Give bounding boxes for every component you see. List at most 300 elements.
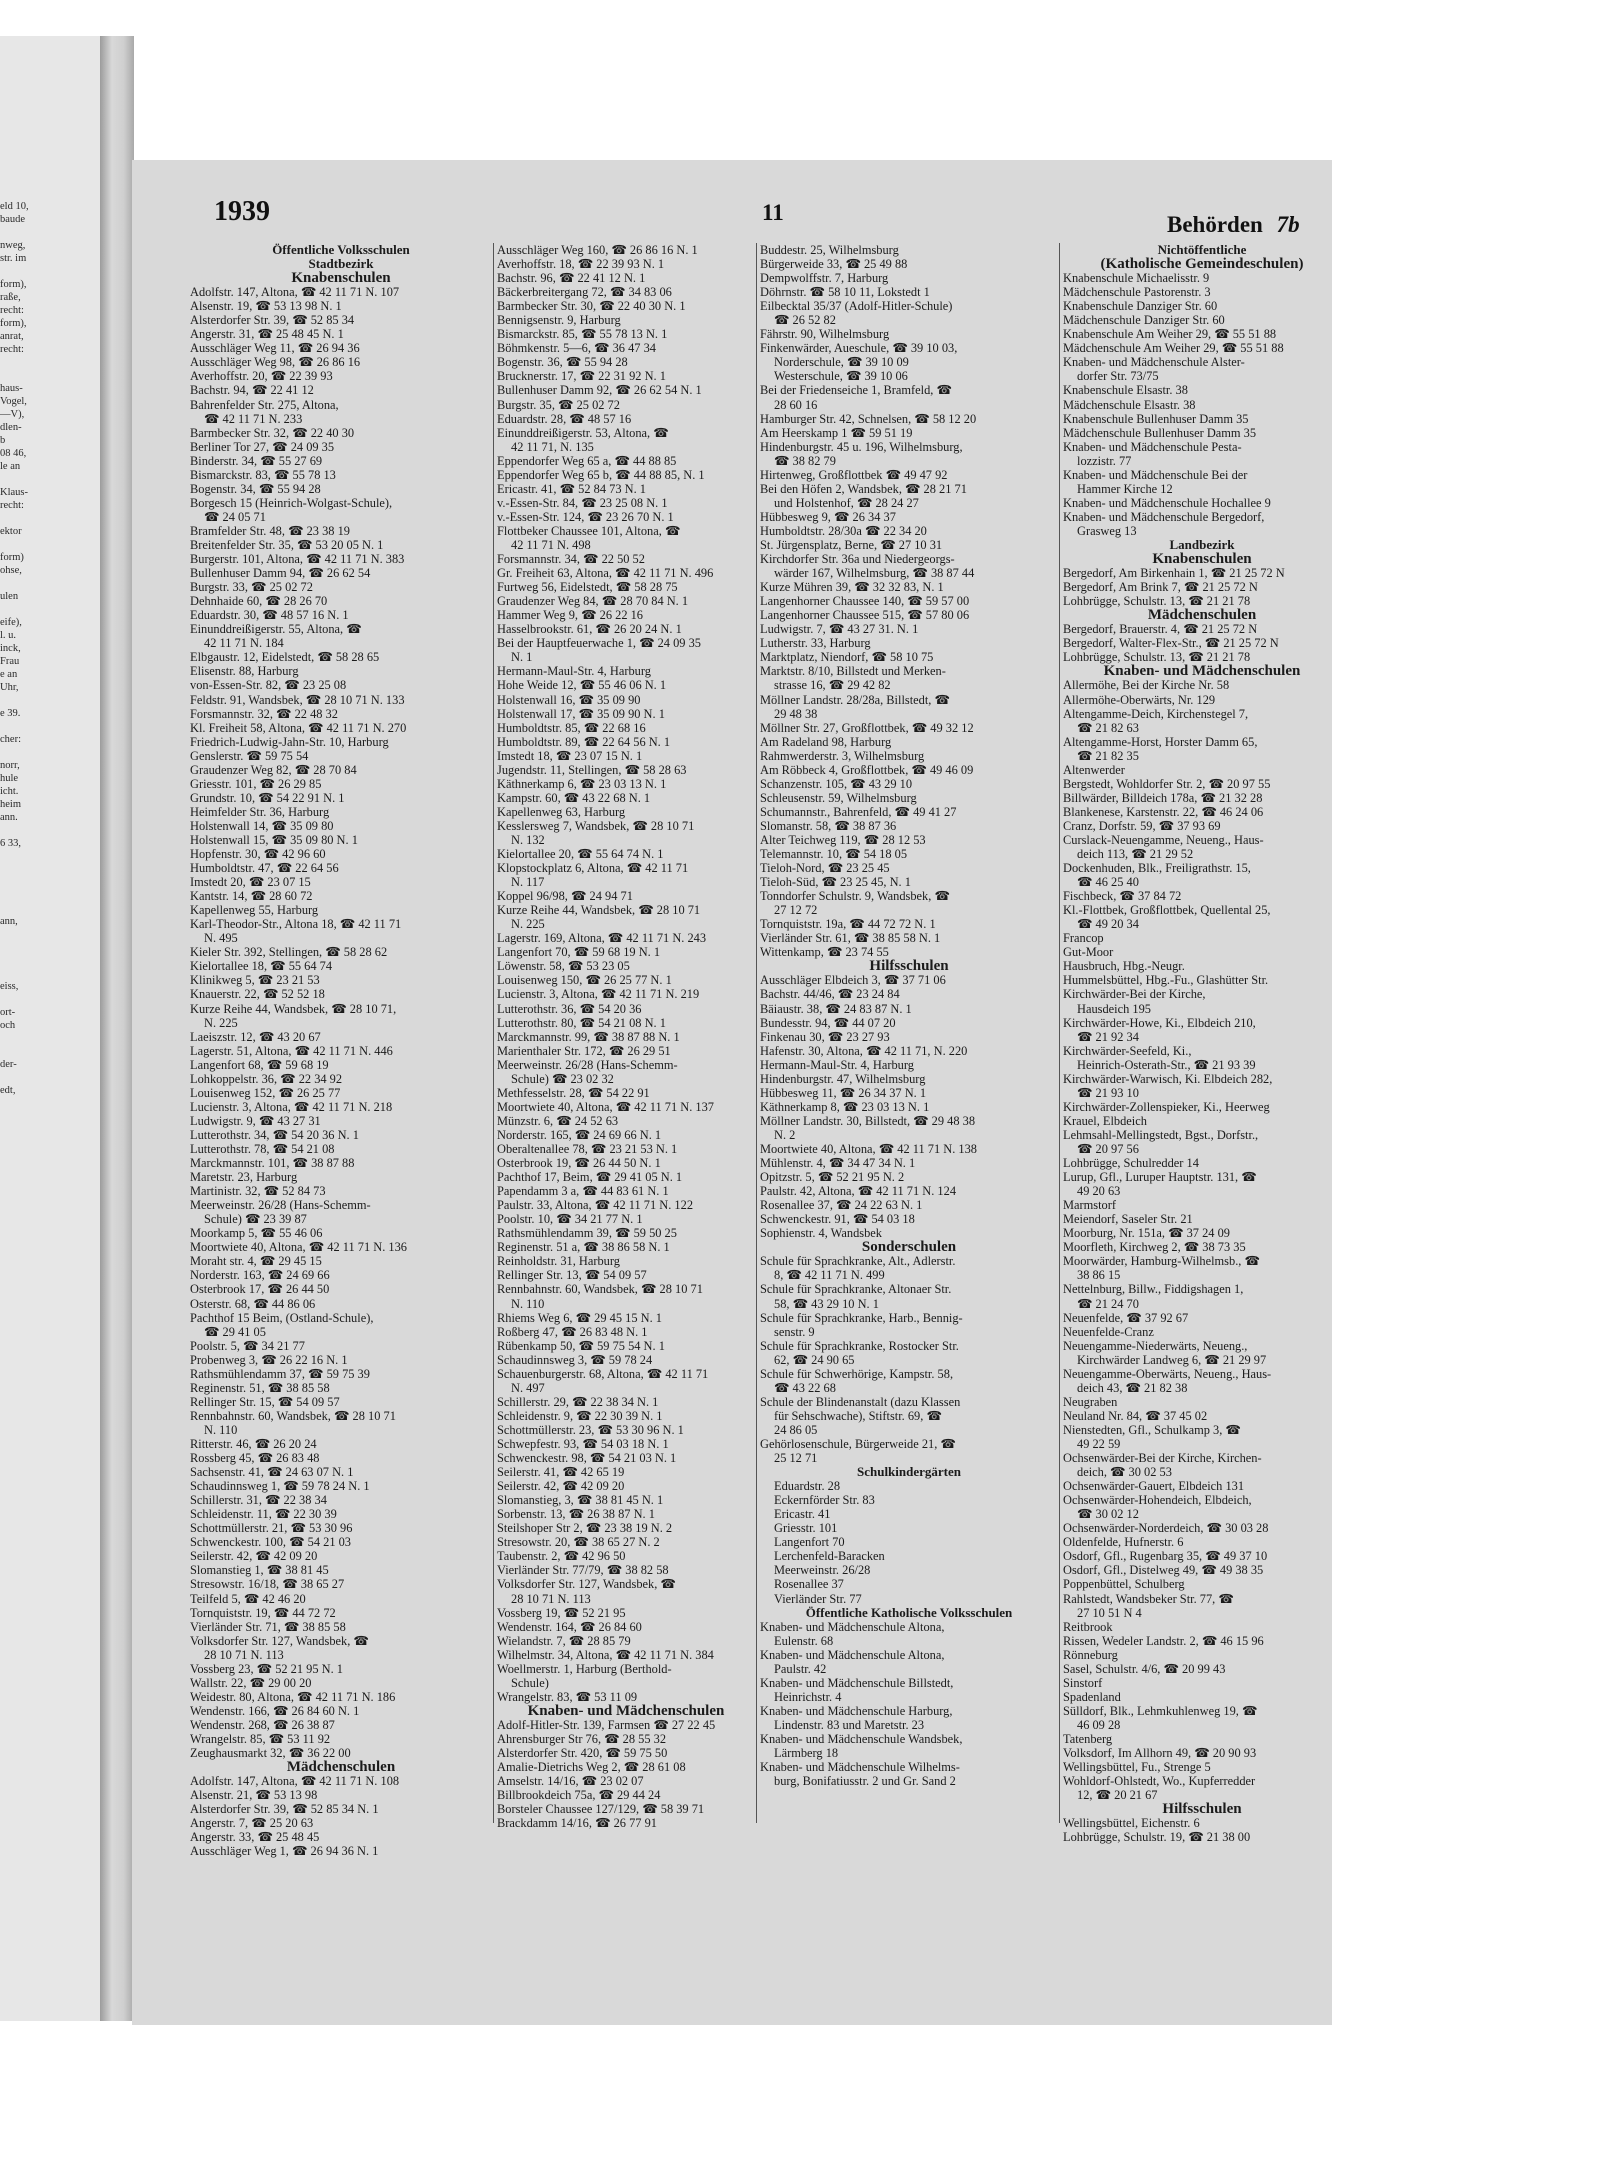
directory-entry: Mädchenschule Danziger Str. 60: [1063, 313, 1225, 328]
directory-entry: Möllner Landstr. 28/28a, Billstedt, ☎: [760, 692, 950, 707]
directory-entry: Hirtenweg, Großflottbek ☎ 49 47 92: [760, 467, 948, 482]
directory-entry: Hermann-Maul-Str. 4, Harburg: [497, 664, 651, 679]
edge-fragment: eld 10,: [0, 201, 29, 212]
directory-entry: Rahlstedt, Wandsbeker Str. 77, ☎: [1063, 1591, 1234, 1606]
edge-fragment: 08 46,: [0, 448, 27, 459]
directory-entry: Telemannstr. 10, ☎ 54 18 05: [760, 847, 908, 862]
directory-entry: Kampstr. 60, ☎ 43 22 68 N. 1: [497, 790, 651, 805]
directory-entry: Friedrich-Ludwig-Jahn-Str. 10, Harburg: [190, 734, 389, 749]
directory-entry: Stresowstr. 16/18, ☎ 38 65 27: [190, 1577, 345, 1592]
edge-fragment: ektor: [0, 526, 22, 537]
directory-entry: Vierländer Str. 77/79, ☎ 38 82 58: [497, 1563, 669, 1578]
directory-entry: Rosenallee 37: [774, 1577, 844, 1592]
directory-entry: Schauenburgerstr. 68, Altona, ☎ 42 11 71: [497, 1366, 709, 1381]
directory-entry: Schule für Sprachkranke, Altonaer Str.: [760, 1282, 952, 1297]
directory-entry: Norderstr. 163, ☎ 24 69 66: [190, 1268, 330, 1283]
directory-entry: Adolfstr. 147, Altona, ☎ 42 11 71 N. 107: [190, 285, 400, 300]
directory-entry: Steilshoper Str 2, ☎ 23 38 19 N. 2: [497, 1521, 673, 1536]
edge-fragment: form),: [0, 279, 27, 290]
directory-entry: Furtweg 56, Eidelstedt, ☎ 58 28 75: [497, 580, 678, 595]
directory-entry: lozzistr. 77: [1077, 453, 1132, 468]
directory-entry: Angerstr. 7, ☎ 25 20 63: [190, 1816, 314, 1831]
directory-entry: Hafenstr. 30, Altona, ☎ 42 11 71, N. 220: [760, 1043, 968, 1058]
directory-entry: wärder 167, Wilhelmsburg, ☎ 38 87 44: [774, 566, 975, 581]
section-heading: Schulkindergärten: [856, 1465, 961, 1480]
directory-entry: N. 110: [204, 1422, 238, 1437]
directory-entry: Altenwerder: [1063, 762, 1125, 777]
directory-entry: Neuland Nr. 84, ☎ 37 45 02: [1063, 1408, 1208, 1423]
edge-fragment: str. im: [0, 253, 27, 264]
directory-entry: Reinholdstr. 31, Harburg: [497, 1254, 620, 1269]
section-heading: Mädchenschulen: [286, 1760, 396, 1775]
directory-entry: Eduardstr. 28: [774, 1479, 841, 1494]
directory-entry: 28 60 16: [774, 397, 818, 412]
directory-entry: Hammer Kirche 12: [1077, 481, 1173, 496]
directory-entry: Sülldorf, Blk., Lehmkuhlenweg 19, ☎: [1063, 1703, 1258, 1718]
directory-entry: 42 11 71 N. 498: [511, 537, 591, 552]
directory-entry: Maretstr. 23, Harburg: [190, 1170, 298, 1185]
directory-entry: Slomanstieg, 3, ☎ 38 81 45 N. 1: [497, 1493, 664, 1508]
directory-entry: Kl. Freiheit 58, Altona, ☎ 42 11 71 N. 270: [190, 720, 407, 735]
directory-entry: Bachstr. 96, ☎ 22 41 12 N. 1: [497, 271, 646, 286]
directory-entry: ☎ 21 82 63: [1077, 720, 1139, 735]
directory-entry: Vierländer Str. 71, ☎ 38 85 58: [190, 1619, 346, 1634]
directory-entry: Kirchwärder-Howe, Ki., Elbdeich 210,: [1063, 1015, 1256, 1030]
directory-entry: N. 225: [204, 1015, 238, 1030]
directory-entry: N. 2: [774, 1127, 796, 1142]
directory-entry: Imstedt 18, ☎ 23 07 15 N. 1: [497, 748, 643, 763]
edge-fragment: [0, 512, 29, 525]
directory-entry: Humboldtstr. 85, ☎ 22 68 16: [497, 720, 646, 735]
directory-entry: Alsenstr. 21, ☎ 53 13 98: [190, 1788, 318, 1803]
directory-entry: Fährstr. 90, Wilhelmsburg: [760, 327, 890, 342]
directory-entry: Eppendorfer Weg 65 a, ☎ 44 88 85: [497, 453, 677, 468]
directory-entry: Bahrenfelder Str. 275, Altona,: [190, 397, 339, 412]
directory-entry: Rossberg 45, ☎ 26 83 48: [190, 1451, 320, 1466]
directory-entry: Meerweinstr. 26/28 (Hans-Schemm-: [497, 1057, 678, 1072]
directory-entry: Lutterothstr. 78, ☎ 54 21 08: [190, 1142, 335, 1156]
directory-entry: Graudenzer Weg 82, ☎ 28 70 84: [190, 762, 357, 777]
directory-entry: Paulstr. 42, Altona, ☎ 42 11 71 N. 124: [760, 1184, 957, 1199]
directory-entry: Grasweg 13: [1077, 523, 1137, 538]
directory-entry: Rellinger Str. 13, ☎ 54 09 57: [497, 1268, 647, 1283]
directory-entry: Lagerstr. 169, Altona, ☎ 42 11 71 N. 243: [497, 931, 707, 946]
directory-entry: N. 1: [511, 650, 533, 665]
directory-entry: 27 10 51 N 4: [1077, 1605, 1142, 1620]
directory-entry: ☎ 46 25 40: [1077, 875, 1139, 890]
directory-entry: Norderstr. 165, ☎ 24 69 66 N. 1: [497, 1127, 662, 1142]
directory-entry: Bürgerweide 33, ☎ 25 49 88: [760, 257, 908, 272]
edge-fragment: hule: [0, 773, 19, 784]
edge-fragment: [0, 863, 29, 876]
edge-fragment: baude: [0, 214, 26, 225]
directory-entry: Opitzstr. 5, ☎ 52 21 95 N. 2: [760, 1170, 905, 1185]
directory-entry: Lohbrügge, Schulstr. 13, ☎ 21 21 78: [1063, 594, 1251, 609]
directory-entry: Osterbrook 17, ☎ 26 44 50: [190, 1282, 330, 1297]
directory-entry: Meiendorf, Saseler Str. 21: [1063, 1212, 1193, 1227]
directory-entry: Kirchwärder-Zollenspieker, Ki., Heerweg: [1063, 1099, 1270, 1114]
directory-entry: Knaben- und Mädchenschule Altona,: [760, 1647, 945, 1662]
edge-fragment: nweg,: [0, 240, 26, 251]
directory-entry: Schule) ☎ 23 02 32: [511, 1071, 614, 1086]
directory-entry: Knabenschule Elsastr. 38: [1063, 383, 1188, 398]
directory-entry: Marienthaler Str. 172, ☎ 26 29 51: [497, 1043, 671, 1058]
directory-entry: 12, ☎ 20 21 67: [1077, 1788, 1158, 1803]
edge-fragment: [0, 1071, 29, 1084]
directory-entry: Münzstr. 6, ☎ 24 52 63: [497, 1113, 619, 1128]
directory-entry: Holstenwall 14, ☎ 35 09 80: [190, 818, 334, 833]
directory-entry: Moortwiete 40, Altona, ☎ 42 11 71 N. 138: [760, 1142, 977, 1156]
directory-entry: Feldstr. 91, Wandsbek, ☎ 28 10 71 N. 133: [190, 692, 405, 707]
directory-entry: Wellingsbüttel, Eichenstr. 6: [1063, 1816, 1200, 1831]
directory-entry: Wendenstr. 268, ☎ 26 38 87: [190, 1717, 335, 1732]
directory-entry: Heinrichstr. 4: [774, 1689, 842, 1704]
directory-entry: Schule für Sprachkranke, Alt., Adlerstr.: [760, 1254, 956, 1269]
section-heading: Landbezirk: [1169, 537, 1235, 552]
directory-entry: Eppendorfer Weg 65 b, ☎ 44 88 85, N. 1: [497, 467, 705, 482]
edge-fragment: [0, 538, 29, 551]
directory-entry: Klinikweg 5, ☎ 23 21 53: [190, 973, 320, 988]
edge-fragment: [0, 889, 29, 902]
directory-entry: Ericastr. 41: [774, 1507, 831, 1522]
directory-entry: Barmbecker Str. 30, ☎ 22 40 30 N. 1: [497, 299, 686, 314]
edge-fragment: 6 33,: [0, 838, 21, 849]
directory-entry: Altengamme-Horst, Horster Damm 65,: [1063, 734, 1258, 749]
directory-entry: Neuenfelde-Cranz: [1063, 1324, 1154, 1339]
directory-entry: Seilerstr. 42, ☎ 42 09 20: [190, 1549, 318, 1564]
directory-entry: N. 110: [511, 1296, 545, 1311]
directory-entry: 28 10 71 N. 113: [511, 1591, 591, 1606]
edge-fragment: icht.: [0, 786, 19, 797]
edge-fragment: haus-: [0, 383, 23, 394]
directory-entry: Eckernförder Str. 83: [774, 1493, 875, 1508]
directory-entry: Knaben- und Mädchenschule Wandsbek,: [760, 1731, 963, 1746]
directory-entry: Lärmberg 18: [774, 1746, 839, 1761]
directory-entry: Lohbrügge, Schulstr. 19, ☎ 21 38 00: [1063, 1830, 1251, 1845]
directory-entry: ☎ 49 20 34: [1077, 917, 1139, 932]
directory-entry: Rosenallee 37, ☎ 24 22 63 N. 1: [760, 1198, 923, 1213]
directory-entry: Schillerstr. 29, ☎ 22 38 34 N. 1: [497, 1394, 659, 1409]
directory-entry: Knabenschule Michaelisstr. 9: [1063, 271, 1210, 286]
directory-entry: Bergedorf, Brauerstr. 4, ☎ 21 25 72 N: [1063, 622, 1258, 637]
column-4: [1063, 243, 1341, 1844]
directory-entry: Am Radeland 98, Harburg: [760, 734, 892, 749]
edge-fragment: inck,: [0, 643, 21, 654]
directory-entry: v.-Essen-Str. 84, ☎ 23 25 08 N. 1: [497, 495, 668, 510]
edge-fragment: [0, 226, 29, 239]
directory-entry: Genslerstr. ☎ 59 75 54: [190, 748, 309, 763]
directory-entry: Dempwolffstr. 7, Harburg: [760, 271, 889, 286]
edge-fragment: b: [0, 435, 6, 446]
directory-entry: Eulenstr. 68: [774, 1633, 834, 1648]
directory-entry: Angerstr. 33, ☎ 25 48 45: [190, 1830, 320, 1845]
directory-entry: Löwenstr. 58, ☎ 53 23 05: [497, 959, 630, 974]
directory-entry: Vossberg 23, ☎ 52 21 95 N. 1: [190, 1661, 343, 1676]
directory-entry: Marckmannstr. 99, ☎ 38 87 88 N. 1: [497, 1029, 680, 1044]
section-heading: (Katholische Gemeindeschulen): [1100, 257, 1304, 272]
directory-entry: Kapellenweg 55, Harburg: [190, 903, 319, 918]
directory-entry: Zeughausmarkt 32, ☎ 36 22 00: [190, 1746, 351, 1761]
directory-entry: 8, ☎ 42 11 71 N. 499: [774, 1268, 885, 1283]
directory-entry: Bismarckstr. 85, ☎ 55 78 13 N. 1: [497, 327, 668, 342]
directory-entry: Heimfelder Str. 36, Harburg: [190, 804, 330, 819]
directory-entry: Louisenweg 152, ☎ 26 25 77: [190, 1085, 341, 1100]
directory-entry: Borgesch 15 (Heinrich-Wolgast-Schule),: [190, 495, 393, 510]
directory-entry: Burgerstr. 101, Altona, ☎ 42 11 71 N. 383: [190, 552, 405, 567]
directory-entry: N. 225: [511, 917, 545, 932]
directory-entry: Reginenstr. 51, ☎ 38 85 58: [190, 1380, 330, 1395]
section-heading: Knabenschulen: [1152, 552, 1252, 567]
directory-entry: Bramfelder Str. 48, ☎ 23 38 19: [190, 523, 350, 538]
edge-fragment: der-: [0, 1059, 17, 1070]
directory-entry: Alsenstr. 19, ☎ 53 13 98 N. 1: [190, 299, 342, 314]
directory-entry: ☎ 38 82 79: [774, 453, 836, 468]
directory-entry: Knaben- und Mädchenschule Altona,: [760, 1619, 945, 1634]
edge-fragment: anrat,: [0, 331, 24, 342]
directory-entry: 29 48 38: [774, 706, 818, 721]
directory-entry: Bullenhuser Damm 94, ☎ 26 62 54: [190, 566, 371, 581]
directory-entry: Averhoffstr. 18, ☎ 22 39 93 N. 1: [497, 257, 665, 272]
edge-fragment: [0, 993, 29, 1006]
directory-entry: Marktstr. 8/10, Billstedt und Merken-: [760, 664, 946, 679]
directory-entry: Hausbruch, Hbg.-Neugr.: [1063, 959, 1185, 974]
directory-entry: Lindenstr. 83 und Maretstr. 23: [774, 1717, 925, 1732]
directory-entry: Ausschläger Elbdeich 3, ☎ 37 71 06: [760, 973, 946, 988]
edge-fragment: [0, 746, 29, 759]
directory-entry: Bergstedt, Wohldorfer Str. 2, ☎ 20 97 55: [1063, 776, 1271, 791]
directory-entry: Lehmsahl-Mellingstedt, Bgst., Dorfstr.,: [1063, 1127, 1259, 1142]
directory-entry: 24 86 05: [774, 1422, 818, 1437]
directory-entry: Burgstr. 35, ☎ 25 02 72: [497, 397, 620, 412]
directory-entry: Langenfort 70: [774, 1535, 845, 1550]
directory-entry: Rathsmühlendamm 37, ☎ 59 75 39: [190, 1366, 370, 1381]
edge-fragment: recht:: [0, 305, 24, 316]
directory-entry: Hausdeich 195: [1077, 1001, 1151, 1016]
directory-entry: Flottbeker Chaussee 101, Altona, ☎: [497, 523, 681, 538]
directory-entry: Hammer Weg 9, ☎ 26 22 16: [497, 608, 644, 623]
directory-entry: Ausschläger Weg 160, ☎ 26 86 16 N. 1: [497, 243, 698, 257]
directory-entry: Buddestr. 25, Wilhelmsburg: [760, 243, 899, 257]
directory-entry: Sinstorf: [1063, 1675, 1103, 1690]
directory-entry: Osdorf, Gfl., Distelweg 49, ☎ 49 38 35: [1063, 1563, 1264, 1578]
directory-entry: N. 497: [511, 1380, 545, 1395]
directory-entry: Eduardstr. 30, ☎ 48 57 16 N. 1: [190, 608, 349, 623]
directory-entry: Griesstr. 101: [774, 1521, 838, 1536]
directory-entry: Bachstr. 44/46, ☎ 23 24 84: [760, 987, 900, 1002]
directory-entry: Osdorf, Gfl., Rugenbarg 35, ☎ 49 37 10: [1063, 1549, 1268, 1564]
directory-entry: Barmbecker Str. 32, ☎ 22 40 30: [190, 425, 355, 440]
directory-entry: Volksdorfer Str. 127, Wandsbek, ☎: [190, 1633, 369, 1648]
directory-entry: Tieloh-Süd, ☎ 23 25 45, N. 1: [760, 875, 911, 890]
directory-entry: Rübenkamp 50, ☎ 59 75 54 N. 1: [497, 1338, 665, 1353]
directory-entry: Elbgaustr. 12, Eidelstedt, ☎ 58 28 65: [190, 650, 380, 665]
directory-entry: Ochsenwärder-Hohendeich, Elbdeich,: [1063, 1493, 1252, 1508]
directory-entry: Hopfenstr. 30, ☎ 42 96 60: [190, 847, 326, 862]
directory-entry: Ochsenwärder-Bei der Kirche, Kirchen-: [1063, 1451, 1262, 1466]
directory-entry: Alsterdorfer Str. 420, ☎ 59 75 50: [497, 1746, 668, 1761]
directory-entry: Rahmwerderstr. 3, Wilhelmsburg: [760, 748, 925, 763]
directory-entry: Schaudinnsweg 1, ☎ 59 78 24 N. 1: [190, 1479, 370, 1494]
directory-entry: Langenfort 68, ☎ 59 68 19: [190, 1057, 329, 1072]
directory-entry: Bogenstr. 36, ☎ 55 94 28: [497, 355, 628, 370]
directory-entry: Norderschule, ☎ 39 10 09: [774, 355, 909, 370]
directory-entry: Lohkoppelstr. 36, ☎ 22 34 92: [190, 1071, 343, 1086]
edge-fragment: ort-: [0, 1007, 16, 1018]
directory-entry: ☎ 21 82 35: [1077, 748, 1139, 763]
directory-entry: Schottmüllerstr. 23, ☎ 53 30 96 N. 1: [497, 1422, 684, 1437]
directory-entry: Papendamm 3 a, ☎ 44 83 61 N. 1: [497, 1184, 669, 1199]
directory-entry: Weidestr. 80, Altona, ☎ 42 11 71 N. 186: [190, 1689, 396, 1704]
edge-fragment: [0, 603, 29, 616]
directory-entry: Grundstr. 10, ☎ 54 22 91 N. 1: [190, 790, 345, 805]
directory-entry: Billbrookdeich 75a, ☎ 29 44 24: [497, 1788, 661, 1803]
directory-entry: Einunddreißigerstr. 53, Altona, ☎: [497, 425, 669, 440]
directory-entry: deich 113, ☎ 21 29 52: [1077, 847, 1194, 862]
edge-fragment: [0, 356, 29, 369]
directory-entry: Langenhorner Chaussee 515, ☎ 57 80 06: [760, 608, 970, 623]
edge-fragment: [0, 473, 29, 486]
directory-entry: Knabenschule Danziger Str. 60: [1063, 299, 1218, 314]
directory-entry: Knaben- und Mädchenschule Bergedorf,: [1063, 509, 1265, 524]
directory-entry: Neuengamme-Niederwärts, Neueng.,: [1063, 1338, 1248, 1353]
book-gutter: [100, 36, 134, 2021]
directory-entry: Wallstr. 22, ☎ 29 00 20: [190, 1675, 312, 1690]
directory-entry: Amselstr. 14/16, ☎ 23 02 07: [497, 1774, 644, 1789]
directory-entry: Langenhorner Chaussee 140, ☎ 59 57 00: [760, 594, 970, 609]
directory-entry: Probenweg 3, ☎ 26 22 16 N. 1: [190, 1352, 348, 1367]
directory-entry: Jugendstr. 11, Stellingen, ☎ 58 28 63: [497, 762, 687, 777]
directory-entry: Poppenbüttel, Schulberg: [1063, 1577, 1185, 1592]
directory-entry: Bullenhuser Damm 92, ☎ 26 62 54 N. 1: [497, 383, 702, 398]
directory-entry: 46 09 28: [1077, 1717, 1121, 1732]
section-heading: Öffentliche Katholische Volksschulen: [805, 1605, 1013, 1620]
directory-entry: Dehnhaide 60, ☎ 28 26 70: [190, 594, 328, 609]
directory-entry: Knaben- und Mädchenschule Billstedt,: [760, 1675, 954, 1690]
edge-fragment: Uhr,: [0, 682, 19, 693]
directory-entry: Möllner Landstr. 30, Billstedt, ☎ 29 48 38: [760, 1113, 976, 1128]
directory-entry: Tornquiststr. 19, ☎ 44 72 72: [190, 1605, 336, 1620]
directory-entry: Schwenckestr. 100, ☎ 54 21 03: [190, 1535, 352, 1550]
directory-entry: Wohldorf-Ohlstedt, Wo., Kupferredder: [1063, 1774, 1256, 1789]
directory-entry: Lagerstr. 51, Altona, ☎ 42 11 71 N. 446: [190, 1043, 393, 1058]
directory-entry: Hübbesweg 11, ☎ 26 34 37 N. 1: [760, 1085, 927, 1100]
edge-fragment: [0, 694, 29, 707]
directory-entry: Tieloh-Nord, ☎ 23 25 45: [760, 861, 890, 876]
directory-entry: Käthnerkamp 6, ☎ 23 03 13 N. 1: [497, 776, 667, 791]
directory-entry: Wilhelmstr. 34, Altona, ☎ 42 11 71 N. 384: [497, 1647, 714, 1662]
edge-fragment: [0, 928, 29, 941]
directory-entry: Humboldtstr. 89, ☎ 22 64 56 N. 1: [497, 734, 671, 749]
directory-entry: Schule für Schwerhörige, Kampstr. 58,: [760, 1366, 954, 1381]
edge-fragment: [0, 850, 29, 863]
directory-entry: Schleusenstr. 59, Wilhelmsburg: [760, 790, 917, 805]
directory-entry: Bäiaustr. 38, ☎ 24 83 87 N. 1: [760, 1001, 912, 1016]
directory-entry: Averhoffstr. 20, ☎ 22 39 93: [190, 369, 333, 384]
directory-entry: Westerschule, ☎ 39 10 06: [774, 369, 908, 384]
directory-entry: Kurze Mühren 39, ☎ 32 32 83, N. 1: [760, 580, 944, 595]
directory-entry: Laeiszstr. 12, ☎ 43 20 67: [190, 1029, 321, 1044]
directory-entry: Paulstr. 33, Altona, ☎ 42 11 71 N. 122: [497, 1198, 694, 1213]
section-title: [1167, 212, 1300, 238]
edge-fragment: [0, 1045, 29, 1058]
directory-entry: Kirchdorfer Str. 36a und Niedergeorgs-: [760, 552, 955, 567]
directory-entry: Martinistr. 32, ☎ 52 84 73: [190, 1184, 326, 1199]
directory-entry: Finkenau 30, ☎ 23 27 93: [760, 1029, 890, 1044]
directory-entry: Osterbrook 19, ☎ 26 44 50 N. 1: [497, 1156, 661, 1171]
directory-entry: Gr. Freiheit 63, Altona, ☎ 42 11 71 N. 496: [497, 566, 714, 581]
directory-entry: Meerweinstr. 26/28 (Hans-Schemm-: [190, 1198, 371, 1213]
directory-entry: Elisenstr. 88, Harburg: [190, 664, 299, 679]
column-rule-1: [493, 243, 494, 1823]
directory-entry: Stresowstr. 20, ☎ 38 65 27 N. 2: [497, 1535, 660, 1550]
directory-entry: Bei der Hauptfeuerwache 1, ☎ 24 09 35: [497, 636, 701, 651]
directory-entry: Moortwiete 40, Altona, ☎ 42 11 71 N. 137: [497, 1099, 714, 1114]
directory-entry: Griesstr. 101, ☎ 26 29 85: [190, 776, 322, 791]
column-rule-3: [1059, 243, 1060, 1823]
edge-fragment: form): [0, 552, 24, 563]
edge-fragment: [0, 577, 29, 590]
directory-entry: Knaben- und Mädchenschule Hochallee 9: [1063, 495, 1271, 510]
directory-entry: Oberaltenallee 78, ☎ 23 21 53 N. 1: [497, 1142, 678, 1156]
directory-entry: Bismarckstr. 83, ☎ 55 78 13: [190, 467, 336, 482]
directory-entry: Adolfstr. 147, Altona, ☎ 42 11 71 N. 108: [190, 1774, 400, 1789]
section-heading: Nichtöffentliche: [1157, 243, 1247, 257]
directory-entry: Gut-Moor: [1063, 945, 1114, 960]
edge-fragment: och: [0, 1020, 16, 1031]
directory-entry: Rennbahnstr. 60, Wandsbek, ☎ 28 10 71: [497, 1282, 703, 1297]
directory-entry: Kirchwärder-Warwisch, Ki. Elbdeich 282,: [1063, 1071, 1273, 1086]
directory-entry: Vierländer Str. 77: [774, 1591, 862, 1606]
directory-entry: Heinrich-Osterath-Str., ☎ 21 93 39: [1077, 1057, 1256, 1072]
section-heading: Stadtbezirk: [308, 257, 374, 272]
directory-entry: Cranz, Dorfstr. 59, ☎ 37 93 69: [1063, 818, 1221, 833]
directory-entry: von-Essen-Str. 82, ☎ 23 25 08: [190, 678, 347, 693]
directory-entry: Kieler Str. 392, Stellingen, ☎ 58 28 62: [190, 945, 388, 960]
directory-entry: 38 86 15: [1077, 1268, 1121, 1283]
column-rule-2: [756, 243, 757, 1823]
directory-entry: Rissen, Wedeler Landstr. 2, ☎ 46 15 96: [1063, 1633, 1264, 1648]
directory-entry: Lurup, Gfl., Luruper Hauptstr. 131, ☎: [1063, 1170, 1257, 1185]
edge-fragment: ohse,: [0, 565, 22, 576]
directory-entry: Kirchwärder-Seefeld, Ki.,: [1063, 1043, 1192, 1058]
directory-entry: Roßberg 47, ☎ 26 83 48 N. 1: [497, 1324, 648, 1339]
edge-fragment: recht:: [0, 344, 24, 355]
directory-entry: Ludwigstr. 9, ☎ 43 27 31: [190, 1113, 321, 1128]
directory-entry: Schule der Blindenanstalt (dazu Klassen: [760, 1394, 961, 1409]
directory-entry: Pachthof 17, Beim, ☎ 29 41 05 N. 1: [497, 1170, 683, 1185]
directory-entry: Brackdamm 14/16, ☎ 26 77 91: [497, 1816, 657, 1831]
directory-entry: Methfesselstr. 28, ☎ 54 22 91: [497, 1085, 650, 1100]
section-heading: Hilfsschulen: [1162, 1802, 1242, 1817]
edge-fragment: [0, 876, 29, 889]
directory-entry: Woellmerstr. 1, Harburg (Berthold-: [497, 1661, 672, 1676]
directory-entry: Kapellenweg 63, Harburg: [497, 804, 626, 819]
directory-entry: Lerchenfeld-Baracken: [774, 1549, 885, 1564]
edge-fragment: [0, 824, 29, 837]
directory-entry: Vierländer Str. 61, ☎ 38 85 58 N. 1: [760, 931, 941, 946]
directory-entry: Schule) ☎ 23 39 87: [204, 1212, 307, 1227]
directory-entry: Lohbrügge, Schulstr. 13, ☎ 21 21 78: [1063, 650, 1251, 665]
directory-entry: ☎ 30 02 12: [1077, 1507, 1139, 1522]
directory-entry: Sasel, Schulstr. 4/6, ☎ 20 99 43: [1063, 1661, 1226, 1676]
edge-fragment: ann,: [0, 916, 18, 927]
directory-entry: Knaben- und Mädchenschule Wilhelms-: [760, 1760, 960, 1775]
directory-entry: Teilfeld 5, ☎ 42 46 20: [190, 1591, 306, 1606]
directory-entry: burg, Bonifatiusstr. 2 und Gr. Sand 2: [774, 1774, 956, 1789]
directory-entry: Ochsenwärder-Gauert, Elbdeich 131: [1063, 1479, 1245, 1494]
edge-fragment: Klaus-: [0, 487, 28, 498]
directory-entry: Allermöhe-Oberwärts, Nr. 129: [1063, 692, 1216, 707]
